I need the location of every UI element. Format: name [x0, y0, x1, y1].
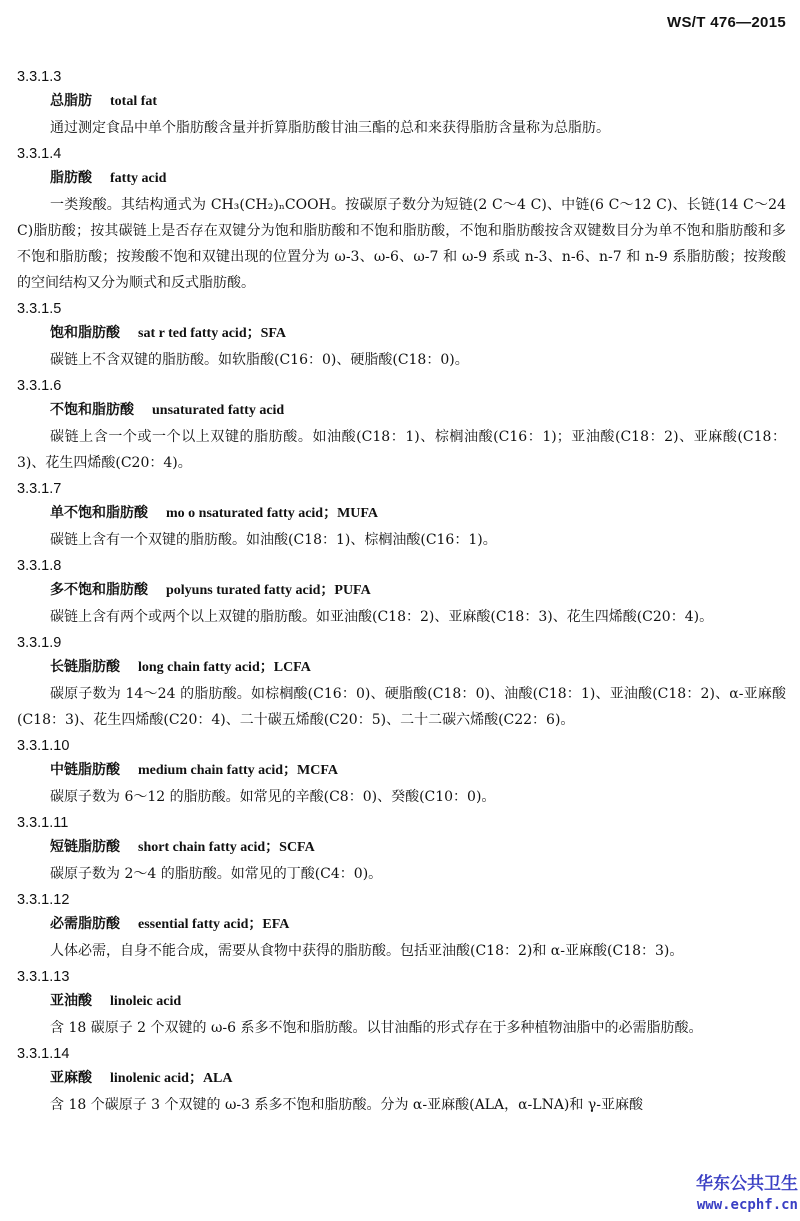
term-chinese: 单不饱和脂肪酸 [50, 505, 148, 521]
entry-number: 3.3.1.10 [17, 738, 70, 754]
term-entry [17, 553, 786, 630]
term-chinese: 脂肪酸 [50, 170, 92, 186]
term-chinese: 亚麻酸 [50, 1070, 92, 1086]
entry-number: 3.3.1.5 [17, 301, 62, 317]
term-english: long chain fatty acid；LCFA [138, 660, 311, 675]
term-entry [17, 296, 786, 373]
entry-term [50, 577, 786, 603]
entry-definition: 碳链上不含双键的脂肪酸。如软脂酸(C16：0)、硬脂酸(C18：0)。 [50, 352, 469, 368]
watermark-name: 华东公共卫生 [696, 1174, 798, 1194]
entry-definition: 碳原子数为 2～4 的脂肪酸。如常见的丁酸(C4：0)。 [50, 866, 383, 882]
term-english: fatty acid [110, 171, 167, 186]
term-chinese: 总脂肪 [50, 93, 92, 109]
term-chinese: 多不饱和脂肪酸 [50, 582, 148, 598]
entry-term [50, 911, 786, 937]
term-entry [17, 810, 786, 887]
term-english: mo o nsaturated fatty acid；MUFA [166, 506, 379, 521]
term-english: sat r ted fatty acid；SFA [138, 326, 287, 341]
entry-definition: 碳链上含一个或一个以上双键的脂肪酸。如油酸(C18：1)、棕榈油酸(C16：1)；亚油酸(C18：2)、亚麻酸(C18：3)、花生四烯酸(C20：4)。 [17, 429, 786, 471]
entry-number: 3.3.1.7 [17, 481, 62, 497]
term-chinese: 长链脂肪酸 [50, 659, 120, 675]
entry-term [50, 88, 786, 114]
entry-definition: 含 18 个碳原子 3 个双键的 ω-3 系多不饱和脂肪酸。分为 α-亚麻酸(ALA，α-LNA)和 γ-亚麻酸 [50, 1097, 643, 1113]
term-entry [17, 1041, 786, 1118]
term-entry [17, 733, 786, 810]
term-english: polyuns turated fatty acid；PUFA [166, 583, 371, 598]
term-english: total fat [110, 94, 158, 109]
term-chinese: 不饱和脂肪酸 [50, 402, 134, 418]
entry-term [50, 988, 786, 1014]
entry-number: 3.3.1.14 [17, 1046, 70, 1062]
entry-term [50, 320, 786, 346]
term-entry [17, 373, 786, 476]
term-chinese: 必需脂肪酸 [50, 916, 120, 932]
term-entry [17, 141, 786, 296]
entry-number: 3.3.1.12 [17, 892, 70, 908]
term-english: unsaturated fatty acid [152, 403, 285, 418]
term-entry [17, 476, 786, 553]
term-english: essential fatty acid；EFA [138, 917, 290, 932]
entry-number: 3.3.1.3 [17, 69, 62, 85]
entry-term [50, 397, 786, 423]
term-entry [17, 630, 786, 733]
entry-number: 3.3.1.8 [17, 558, 62, 574]
entry-term [50, 165, 786, 191]
term-english: medium chain fatty acid；MCFA [138, 763, 338, 778]
term-english: linolenic acid；ALA [110, 1071, 233, 1086]
entry-definition: 一类羧酸。其结构通式为 CH₃(CH₂)ₙCOOH。按碳原子数分为短链(2 C～4 C)、中链(6 C～12 C)、长链(14 C～24 C)脂肪酸；按其碳链上是否存在双键分为饱和脂肪酸和不饱和脂肪酸，不饱和脂肪酸按含双键数目分为单不饱和脂肪酸和多不饱和脂肪酸；按羧酸不饱和双键出现的位置分为 ω-3、ω-6、ω-7 和 ω-9 系或 n-3、n-6、n-7 和 n-9 系脂肪酸；按羧酸的空间结构又分为顺式和反式脂肪酸。 [17, 197, 786, 291]
term-chinese: 亚油酸 [50, 993, 92, 1009]
entry-term [50, 654, 786, 680]
term-entry [17, 887, 786, 964]
entry-number: 3.3.1.11 [17, 815, 69, 831]
entry-definition: 碳原子数为 6～12 的脂肪酸。如常见的辛酸(C8：0)、癸酸(C10：0)。 [50, 789, 496, 805]
entry-term [50, 834, 786, 860]
entry-definition: 碳链上含有一个双键的脂肪酸。如油酸(C18：1)、棕榈油酸(C16：1)。 [50, 532, 497, 548]
term-chinese: 短链脂肪酸 [50, 839, 120, 855]
term-english: short chain fatty acid；SCFA [138, 840, 315, 855]
entry-definition: 人体必需，自身不能合成，需要从食物中获得的脂肪酸。包括亚油酸(C18：2)和 α-亚麻酸(C18：3)。 [50, 943, 684, 959]
term-chinese: 饱和脂肪酸 [50, 325, 120, 341]
entry-number: 3.3.1.6 [17, 378, 62, 394]
term-chinese: 中链脂肪酸 [50, 762, 120, 778]
entry-number: 3.3.1.9 [17, 635, 62, 651]
document-body [17, 64, 786, 1118]
standard-code: WS/T 476—2015 [667, 14, 786, 31]
watermark [696, 1173, 798, 1215]
watermark-url: www.ecphf.cn [696, 1197, 798, 1213]
entry-number: 3.3.1.13 [17, 969, 70, 985]
entry-definition: 碳链上含有两个或两个以上双键的脂肪酸。如亚油酸(C18：2)、亚麻酸(C18：3)、花生四烯酸(C20：4)。 [50, 609, 714, 625]
term-entry [17, 64, 786, 141]
entry-term [50, 757, 786, 783]
term-english: linoleic acid [110, 994, 182, 1009]
entry-number: 3.3.1.4 [17, 146, 62, 162]
entry-term [50, 1065, 786, 1091]
entry-definition: 碳原子数为 14～24 的脂肪酸。如棕榈酸(C16：0)、硬脂酸(C18：0)、油酸(C18：1)、亚油酸(C18：2)、α-亚麻酸(C18：3)、花生四烯酸(C20：4)、二十碳五烯酸(C20：5)、二十二碳六烯酸(C22：6)。 [17, 686, 786, 728]
term-entry [17, 964, 786, 1041]
entry-definition: 通过测定食品中单个脂肪酸含量并折算脂肪酸甘油三酯的总和来获得脂肪含量称为总脂肪。 [50, 120, 610, 136]
entry-definition: 含 18 碳原子 2 个双键的 ω-6 系多不饱和脂肪酸。以甘油酯的形式存在于多种植物油脂中的必需脂肪酸。 [50, 1020, 703, 1036]
entry-term [50, 500, 786, 526]
